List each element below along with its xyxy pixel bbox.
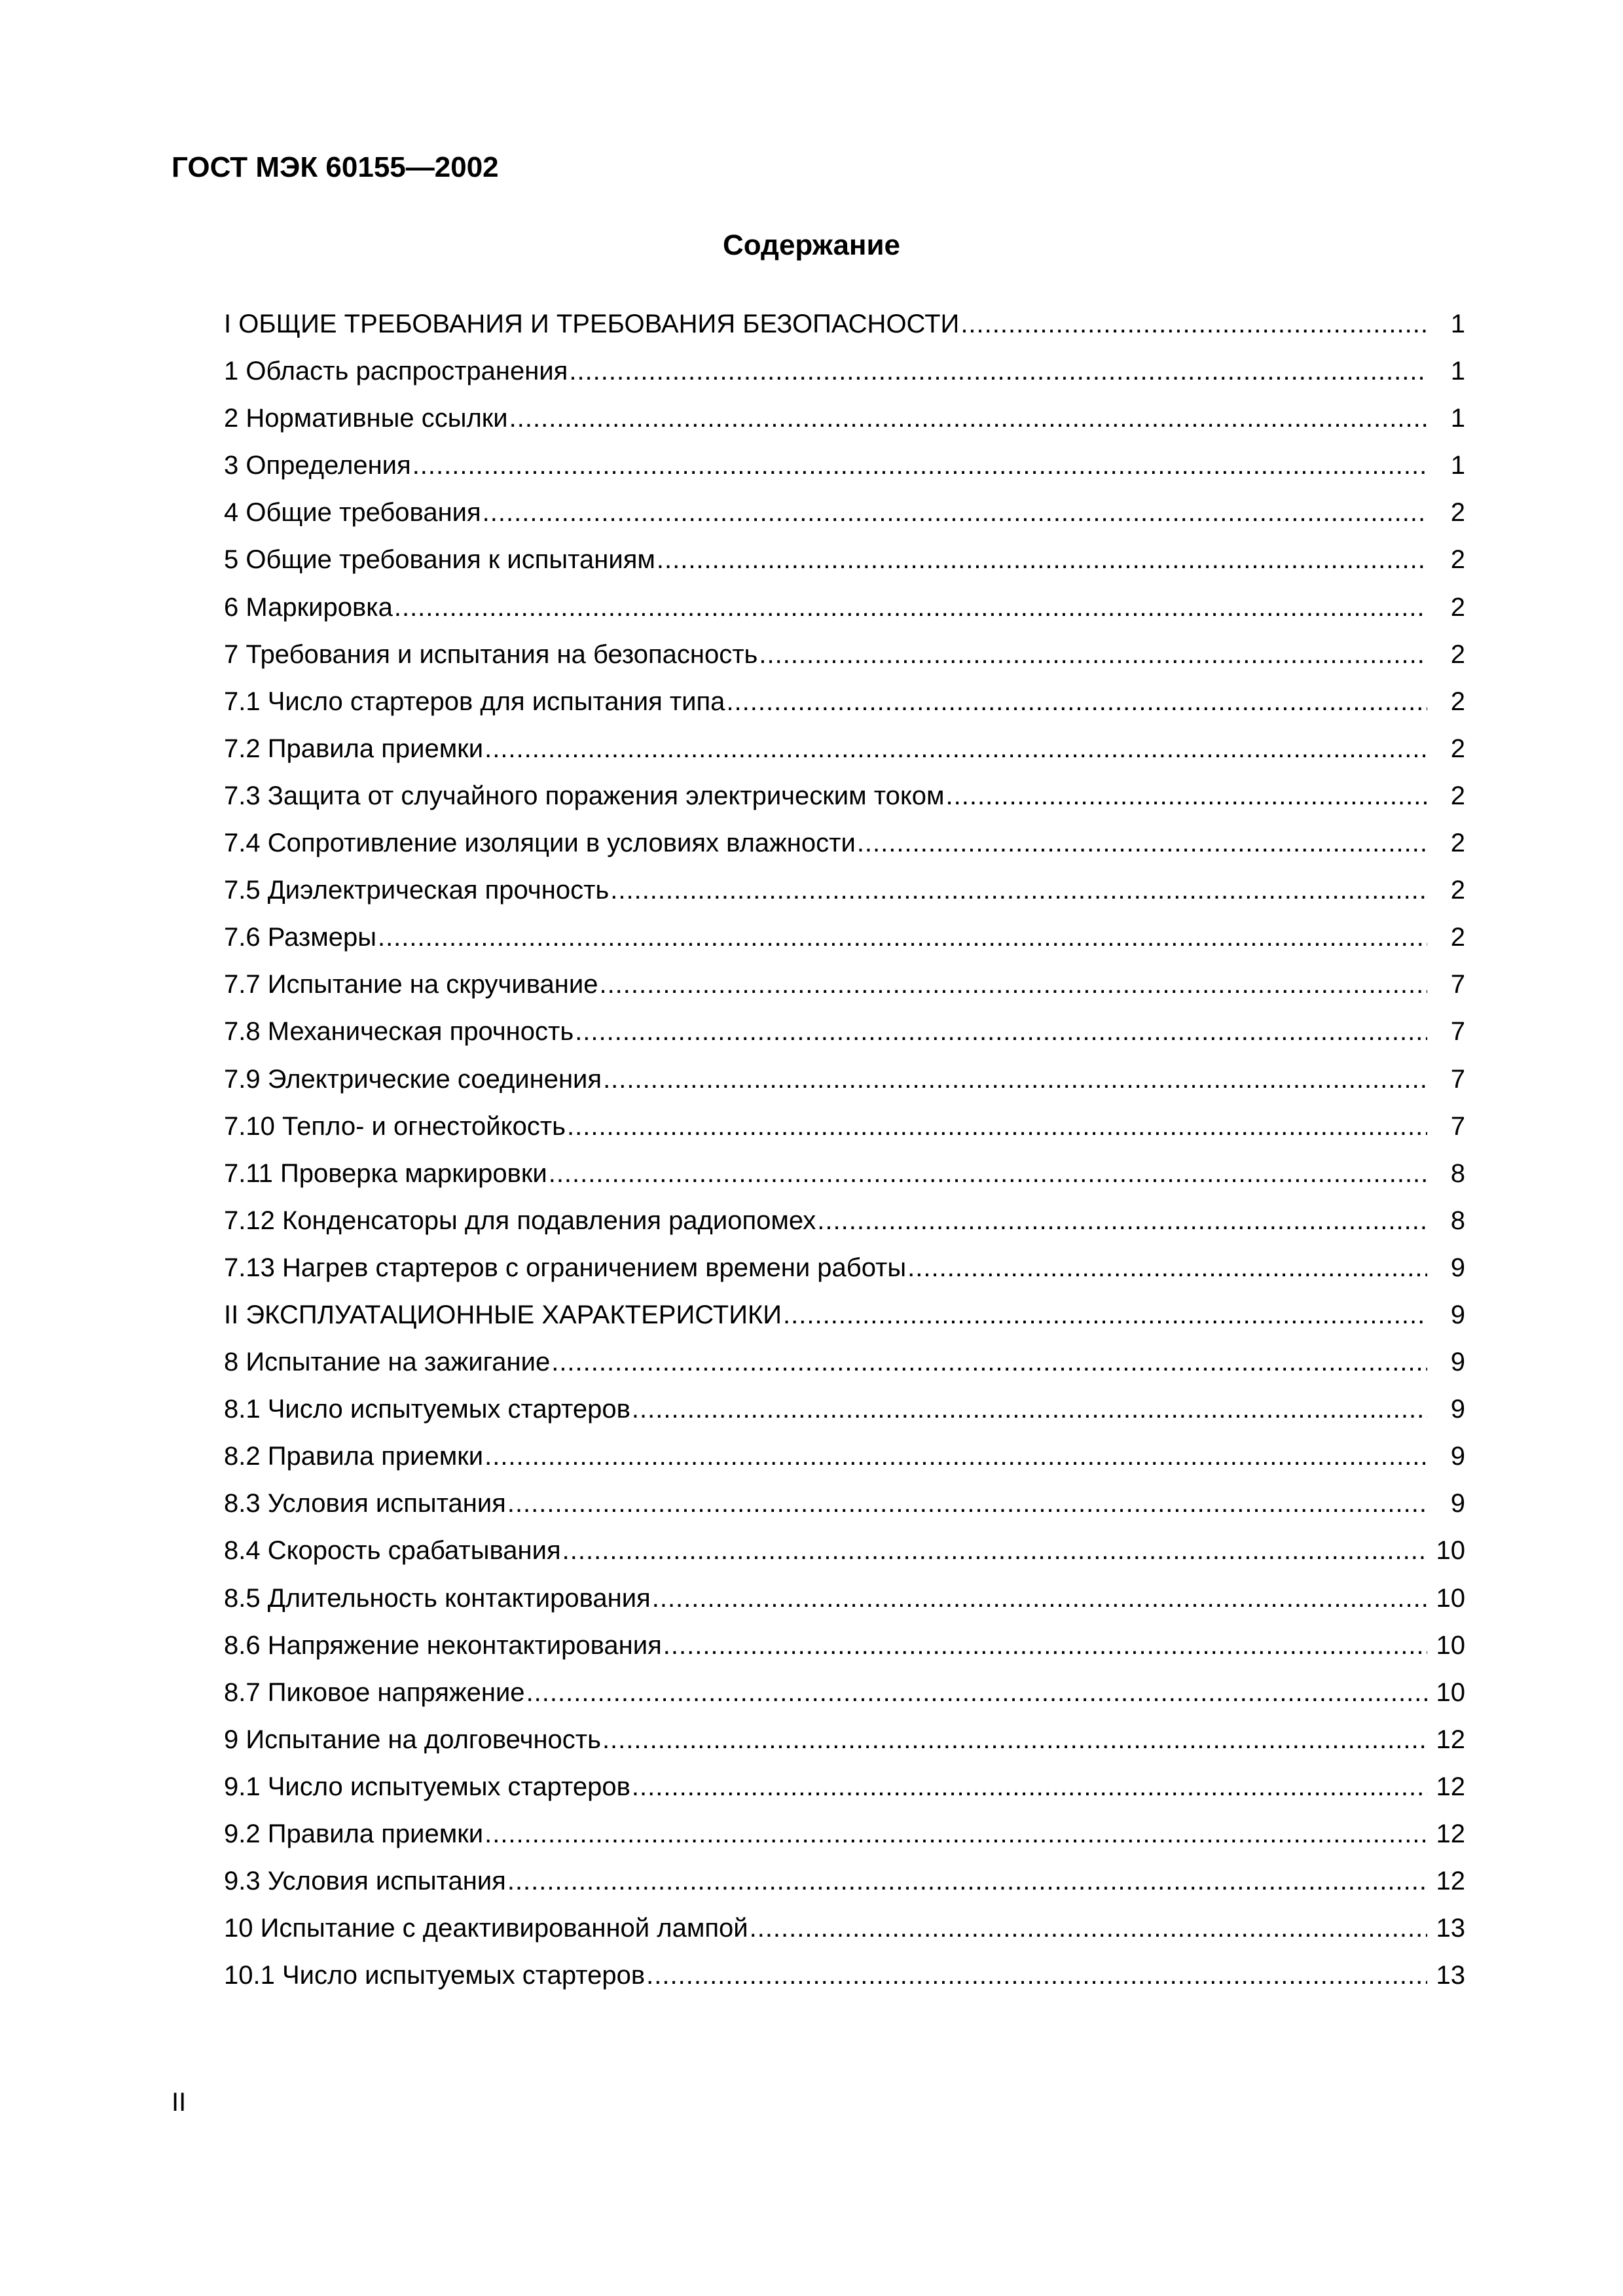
toc-entry[interactable] — [224, 594, 1465, 641]
toc-entry-page: 2 — [1450, 688, 1465, 716]
toc-entry-label: I ОБЩИЕ ТРЕБОВАНИЯ И ТРЕБОВАНИЯ БЕЗОПАСНОСТИ — [224, 311, 960, 338]
dot-leader — [946, 783, 1427, 809]
toc-entry-page: 1 — [1450, 358, 1465, 386]
toc-title: Содержание — [722, 229, 901, 261]
dot-leader — [507, 1490, 1427, 1516]
toc-entry-label: 9.1 Число испытуемых стартеров — [224, 1773, 630, 1801]
dot-leader — [378, 924, 1427, 950]
toc-entry-label: 8.3 Условия испытания — [224, 1490, 506, 1518]
toc-entry-label: 7.3 Защита от случайного поражения электрическим током — [224, 782, 945, 810]
toc-entry-label: 3 Определения — [224, 452, 411, 480]
dot-leader — [857, 830, 1427, 856]
toc-entry-page: 2 — [1450, 594, 1465, 622]
dot-leader — [394, 594, 1427, 620]
toc-entry-label: 10 Испытание с деактивированной лампой — [224, 1915, 748, 1943]
dot-leader — [652, 1585, 1427, 1611]
toc-entry-label: 7.7 Испытание на скручивание — [224, 971, 598, 999]
toc-entry[interactable] — [224, 1727, 1465, 1774]
dot-leader — [484, 736, 1427, 762]
toc-entry[interactable] — [224, 1821, 1465, 1868]
toc-entry[interactable] — [224, 1255, 1465, 1302]
toc-entry-label: 7 Требования и испытания на безопасность — [224, 641, 758, 669]
toc-entry-page: 2 — [1450, 877, 1465, 905]
toc-entry-page: 9 — [1450, 1301, 1465, 1329]
dot-leader — [562, 1537, 1427, 1564]
toc-entry-label: 5 Общие требования к испытаниям — [224, 547, 655, 575]
toc-entry-page: 12 — [1436, 1821, 1465, 1848]
toc-entry-page: 9 — [1450, 1490, 1465, 1518]
toc-list — [224, 311, 1465, 2009]
toc-entry[interactable] — [224, 1679, 1465, 1727]
toc-entry-page: 7 — [1450, 1018, 1465, 1047]
toc-entry-page: 12 — [1436, 1868, 1465, 1896]
toc-entry[interactable] — [224, 971, 1465, 1018]
toc-entry[interactable] — [224, 830, 1465, 877]
toc-entry-label: 10.1 Число испытуемых стартеров — [224, 1962, 646, 1990]
toc-entry[interactable] — [224, 1962, 1465, 2009]
toc-entry-label: II ЭКСПЛУАТАЦИОННЫЕ ХАРАКТЕРИСТИКИ — [224, 1301, 782, 1329]
toc-entry-label: 7.13 Нагрев стартеров с ограничением времени работы — [224, 1254, 907, 1282]
toc-entry[interactable] — [224, 1396, 1465, 1443]
toc-entry-label: 8.7 Пиковое напряжение — [224, 1679, 525, 1707]
toc-entry[interactable] — [224, 641, 1465, 689]
dot-leader — [412, 452, 1427, 478]
toc-entry-page: 8 — [1450, 1160, 1465, 1188]
toc-entry[interactable] — [224, 877, 1465, 924]
toc-entry-label: 8.1 Число испытуемых стартеров — [224, 1396, 630, 1424]
toc-entry-page: 2 — [1450, 782, 1465, 810]
toc-entry[interactable] — [224, 311, 1465, 358]
toc-entry-label: 9.2 Правила приемки — [224, 1821, 484, 1848]
toc-entry[interactable] — [224, 1490, 1465, 1537]
toc-entry[interactable] — [224, 1018, 1465, 1066]
toc-entry[interactable] — [224, 1113, 1465, 1160]
toc-entry[interactable] — [224, 358, 1465, 405]
toc-entry[interactable] — [224, 1868, 1465, 1915]
toc-entry-label: 7.8 Механическая прочность — [224, 1018, 574, 1047]
toc-entry-label: 7.5 Диэлектрическая прочность — [224, 877, 610, 905]
toc-entry-page: 13 — [1436, 1915, 1465, 1943]
dot-leader — [483, 499, 1427, 526]
dot-leader — [507, 1868, 1427, 1894]
toc-entry[interactable] — [224, 547, 1465, 594]
dot-leader — [509, 405, 1427, 431]
dot-leader — [484, 1821, 1427, 1847]
toc-entry[interactable] — [224, 405, 1465, 452]
toc-entry-page: 13 — [1436, 1962, 1465, 1990]
toc-entry-page: 10 — [1436, 1679, 1465, 1707]
dot-leader — [907, 1255, 1427, 1281]
dot-leader — [726, 689, 1427, 715]
toc-entry[interactable] — [224, 1537, 1465, 1585]
toc-entry-page: 7 — [1450, 971, 1465, 999]
toc-entry-page: 10 — [1436, 1537, 1465, 1566]
dot-leader — [551, 1349, 1427, 1375]
toc-entry-label: 7.12 Конденсаторы для подавления радиопомех — [224, 1207, 816, 1235]
toc-entry[interactable] — [224, 452, 1465, 499]
toc-entry[interactable] — [224, 1208, 1465, 1255]
toc-entry[interactable] — [224, 1632, 1465, 1679]
dot-leader — [657, 547, 1427, 573]
toc-entry-page: 12 — [1436, 1773, 1465, 1801]
dot-leader — [526, 1679, 1427, 1706]
toc-entry-page: 12 — [1436, 1726, 1465, 1754]
dot-leader — [484, 1443, 1427, 1469]
toc-entry-label: 9.3 Условия испытания — [224, 1868, 506, 1896]
toc-entry-label: 7.4 Сопротивление изоляции в условиях влажности — [224, 830, 856, 858]
dot-leader — [567, 1113, 1427, 1139]
toc-entry-page: 7 — [1450, 1066, 1465, 1094]
toc-entry-label: 8.6 Напряжение неконтактирования — [224, 1632, 662, 1660]
dot-leader — [632, 1774, 1427, 1800]
toc-entry-page: 9 — [1450, 1254, 1465, 1282]
toc-entry-label: 7.6 Размеры — [224, 924, 376, 952]
toc-entry-label: 7.9 Электрические соединения — [224, 1066, 602, 1094]
dot-leader — [817, 1208, 1427, 1234]
toc-entry-page: 1 — [1450, 311, 1465, 338]
dot-leader — [569, 358, 1427, 384]
dot-leader — [759, 641, 1427, 668]
toc-entry[interactable] — [224, 1349, 1465, 1396]
toc-entry[interactable] — [224, 1302, 1465, 1349]
dot-leader — [602, 1727, 1427, 1753]
toc-entry-page: 9 — [1450, 1349, 1465, 1377]
toc-entry[interactable] — [224, 1443, 1465, 1490]
toc-entry[interactable] — [224, 1160, 1465, 1208]
toc-entry-page: 1 — [1450, 405, 1465, 433]
toc-entry[interactable] — [224, 924, 1465, 971]
dot-leader — [575, 1018, 1427, 1045]
dot-leader — [750, 1915, 1427, 1941]
toc-entry[interactable] — [224, 1066, 1465, 1113]
toc-entry-page: 2 — [1450, 641, 1465, 669]
toc-entry-page: 8 — [1450, 1207, 1465, 1235]
toc-entry-page: 1 — [1450, 452, 1465, 480]
dot-leader — [783, 1302, 1427, 1328]
toc-entry-page: 7 — [1450, 1113, 1465, 1141]
toc-entry-label: 2 Нормативные ссылки — [224, 405, 508, 433]
toc-entry-label: 7.10 Тепло- и огнестойкость — [224, 1113, 566, 1141]
toc-entry[interactable] — [224, 1774, 1465, 1821]
toc-entry-page: 2 — [1450, 830, 1465, 858]
toc-entry-label: 7.1 Число стартеров для испытания типа — [224, 688, 725, 716]
toc-entry-label: 4 Общие требования — [224, 499, 481, 528]
toc-entry-label: 8.2 Правила приемки — [224, 1443, 484, 1471]
toc-entry-page: 10 — [1436, 1632, 1465, 1660]
dot-leader — [603, 1066, 1427, 1092]
toc-entry-page: 2 — [1450, 499, 1465, 528]
toc-entry-label: 6 Маркировка — [224, 594, 393, 622]
toc-entry[interactable] — [224, 736, 1465, 783]
toc-entry-label: 8.5 Длительность контактирования — [224, 1585, 651, 1613]
toc-entry[interactable] — [224, 783, 1465, 830]
toc-entry-page: 2 — [1450, 924, 1465, 952]
page-number: II — [172, 2088, 187, 2117]
toc-entry-label: 8.4 Скорость срабатывания — [224, 1537, 561, 1566]
toc-entry[interactable] — [224, 689, 1465, 736]
toc-entry-page: 10 — [1436, 1585, 1465, 1613]
toc-entry-label: 8 Испытание на зажигание — [224, 1349, 551, 1377]
toc-entry[interactable] — [224, 1915, 1465, 1962]
dot-leader — [549, 1160, 1427, 1187]
toc-entry-page: 9 — [1450, 1443, 1465, 1471]
toc-entry-label: 7.2 Правила приемки — [224, 735, 484, 763]
dot-leader — [663, 1632, 1427, 1659]
dot-leader — [632, 1396, 1427, 1422]
document-code: ГОСТ МЭК 60155—2002 — [172, 151, 499, 183]
toc-entry[interactable] — [224, 499, 1465, 547]
dot-leader — [599, 971, 1427, 997]
toc-entry-page: 2 — [1450, 735, 1465, 763]
toc-entry-label: 1 Область распространения — [224, 358, 568, 386]
toc-entry-label: 9 Испытание на долговечность — [224, 1726, 601, 1754]
toc-entry-label: 7.11 Проверка маркировки — [224, 1160, 547, 1188]
toc-entry-page: 2 — [1450, 547, 1465, 575]
dot-leader — [610, 877, 1427, 903]
toc-entry[interactable] — [224, 1585, 1465, 1632]
toc-entry-page: 9 — [1450, 1396, 1465, 1424]
dot-leader — [646, 1962, 1427, 1988]
dot-leader — [960, 311, 1427, 337]
